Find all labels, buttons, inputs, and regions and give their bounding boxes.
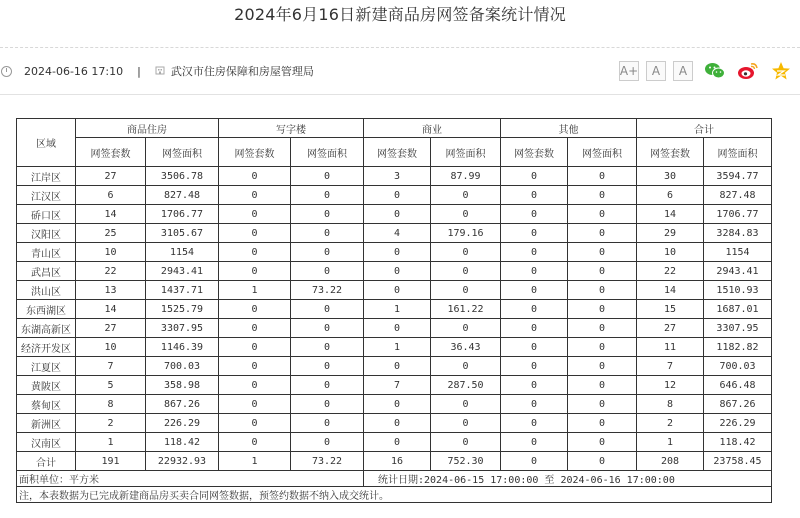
table-cell: 1525.79 — [146, 300, 219, 319]
table-cell: 0 — [568, 319, 637, 338]
table-cell: 0 — [501, 205, 568, 224]
table-cell: 646.48 — [704, 376, 772, 395]
table-cell: 1 — [364, 338, 431, 357]
district-name-cell: 东西湖区 — [17, 300, 76, 319]
district-name-cell: 江汉区 — [17, 186, 76, 205]
qzone-icon[interactable] — [770, 60, 792, 82]
table-cell: 0 — [219, 167, 291, 186]
table-cell: 0 — [501, 357, 568, 376]
table-cell: 0 — [219, 243, 291, 262]
table-cell: 179.16 — [431, 224, 501, 243]
district-name-cell: 武昌区 — [17, 262, 76, 281]
group-header-other: 其他 — [501, 119, 637, 138]
table-row — [17, 243, 772, 262]
table-cell: 0 — [501, 433, 568, 452]
footnote: 注，本表数据为已完成新建商品房买卖合同网签数据，预签约数据不纳入成交统计。 — [17, 487, 772, 503]
district-name-cell: 合计 — [17, 452, 76, 471]
font-increase-label: A+ — [619, 64, 639, 78]
table-cell: 0 — [568, 300, 637, 319]
table-cell: 15 — [637, 300, 704, 319]
table-cell: 1 — [219, 281, 291, 300]
subheader-cell: 网签套数 — [501, 138, 568, 167]
subheader-cell: 网签面积 — [704, 138, 772, 167]
table-cell: 0 — [219, 224, 291, 243]
subheader-cell: 网签套数 — [219, 138, 291, 167]
table-cell: 3307.95 — [704, 319, 772, 338]
article-meta-bar — [0, 47, 800, 95]
table-cell: 0 — [291, 262, 364, 281]
table-cell: 208 — [637, 452, 704, 471]
table-cell: 0 — [501, 243, 568, 262]
font-decrease-button[interactable] — [673, 61, 693, 81]
table-cell: 2943.41 — [704, 262, 772, 281]
table-cell: 118.42 — [704, 433, 772, 452]
font-decrease-label: A — [678, 64, 688, 78]
table-cell: 0 — [364, 243, 431, 262]
table-cell: 7 — [364, 376, 431, 395]
table-cell: 8 — [76, 395, 146, 414]
table-cell: 0 — [219, 414, 291, 433]
source-label[interactable]: 武汉市住房保障和房屋管理局 — [170, 65, 314, 78]
table-cell: 0 — [291, 300, 364, 319]
district-name-cell: 江夏区 — [17, 357, 76, 376]
table-cell: 0 — [568, 167, 637, 186]
meta-separator: | — [137, 64, 141, 78]
table-cell: 0 — [501, 338, 568, 357]
district-name-cell: 硚口区 — [17, 205, 76, 224]
table-cell: 0 — [291, 433, 364, 452]
table-cell: 1 — [76, 433, 146, 452]
table-row — [17, 224, 772, 243]
table-row — [17, 433, 772, 452]
font-reset-label: A — [651, 64, 661, 78]
table-cell: 87.99 — [431, 167, 501, 186]
table-cell: 0 — [219, 338, 291, 357]
table-cell: 0 — [291, 243, 364, 262]
table-cell: 23758.45 — [704, 452, 772, 471]
table-cell: 0 — [291, 167, 364, 186]
subheader-cell: 网签套数 — [637, 138, 704, 167]
table-cell: 0 — [364, 319, 431, 338]
table-cell: 700.03 — [146, 357, 219, 376]
subheader-cell: 网签面积 — [568, 138, 637, 167]
table-header-row — [17, 119, 772, 138]
publish-datetime: 2024-06-16 17:10 — [24, 64, 124, 78]
table-cell: 358.98 — [146, 376, 219, 395]
table-cell: 3506.78 — [146, 167, 219, 186]
table-cell: 22 — [637, 262, 704, 281]
table-cell: 0 — [501, 224, 568, 243]
group-header-commercial: 商业 — [364, 119, 501, 138]
table-cell: 0 — [501, 281, 568, 300]
table-note-row — [17, 487, 772, 503]
table-row — [17, 357, 772, 376]
table-cell: 0 — [431, 205, 501, 224]
table-row — [17, 338, 772, 357]
district-name-cell: 经济开发区 — [17, 338, 76, 357]
table-cell: 0 — [291, 319, 364, 338]
article-tools — [619, 48, 792, 94]
table-cell: 14 — [637, 205, 704, 224]
table-cell: 0 — [364, 186, 431, 205]
table-cell: 8 — [637, 395, 704, 414]
table-cell: 22932.93 — [146, 452, 219, 471]
table-cell: 0 — [501, 395, 568, 414]
table-cell: 0 — [431, 357, 501, 376]
table-cell: 10 — [637, 243, 704, 262]
table-cell: 0 — [291, 357, 364, 376]
district-name-cell: 洪山区 — [17, 281, 76, 300]
table-cell: 5 — [76, 376, 146, 395]
table-cell: 27 — [637, 319, 704, 338]
table-cell: 0 — [431, 319, 501, 338]
table-cell: 16 — [364, 452, 431, 471]
table-cell: 0 — [568, 414, 637, 433]
table-cell: 0 — [364, 414, 431, 433]
table-cell: 0 — [431, 414, 501, 433]
table-cell: 191 — [76, 452, 146, 471]
table-cell: 752.30 — [431, 452, 501, 471]
table-cell: 27 — [76, 319, 146, 338]
table-cell: 27 — [76, 167, 146, 186]
table-row — [17, 319, 772, 338]
table-subheader-row — [17, 138, 772, 167]
table-cell: 1 — [219, 452, 291, 471]
table-cell: 3594.77 — [704, 167, 772, 186]
table-cell: 0 — [568, 224, 637, 243]
table-row — [17, 414, 772, 433]
wechat-icon[interactable] — [704, 60, 726, 82]
table-cell: 13 — [76, 281, 146, 300]
table-row — [17, 300, 772, 319]
table-cell: 3307.95 — [146, 319, 219, 338]
table-cell: 827.48 — [704, 186, 772, 205]
district-name-cell: 汉南区 — [17, 433, 76, 452]
subheader-cell: 网签面积 — [146, 138, 219, 167]
table-cell: 0 — [501, 414, 568, 433]
table-cell: 30 — [637, 167, 704, 186]
table-cell: 0 — [219, 395, 291, 414]
table-cell: 0 — [501, 376, 568, 395]
table-row — [17, 376, 772, 395]
table-cell: 0 — [291, 224, 364, 243]
table-cell: 827.48 — [146, 186, 219, 205]
table-cell: 14 — [76, 205, 146, 224]
table-cell: 7 — [637, 357, 704, 376]
group-header-residential: 商品住房 — [76, 119, 219, 138]
table-cell: 0 — [364, 281, 431, 300]
table-cell: 1437.71 — [146, 281, 219, 300]
table-cell: 6 — [76, 186, 146, 205]
table-cell: 867.26 — [704, 395, 772, 414]
table-cell: 10 — [76, 243, 146, 262]
building-icon — [155, 65, 165, 78]
district-name-cell: 汉阳区 — [17, 224, 76, 243]
font-increase-button[interactable] — [619, 61, 639, 81]
district-name-cell: 青山区 — [17, 243, 76, 262]
table-cell: 2943.41 — [146, 262, 219, 281]
table-total-row — [17, 452, 772, 471]
table-cell: 0 — [219, 357, 291, 376]
table-cell: 0 — [431, 186, 501, 205]
table-cell: 0 — [219, 319, 291, 338]
table-row — [17, 281, 772, 300]
table-cell: 1706.77 — [146, 205, 219, 224]
table-cell: 22 — [76, 262, 146, 281]
table-cell: 0 — [431, 281, 501, 300]
table-cell: 2 — [637, 414, 704, 433]
table-cell: 0 — [501, 186, 568, 205]
table-cell: 0 — [431, 262, 501, 281]
table-cell: 226.29 — [704, 414, 772, 433]
table-row — [17, 167, 772, 186]
table-cell: 0 — [568, 281, 637, 300]
table-cell: 0 — [568, 395, 637, 414]
table-cell: 4 — [364, 224, 431, 243]
table-cell: 0 — [291, 376, 364, 395]
table-cell: 0 — [219, 433, 291, 452]
table-cell: 14 — [637, 281, 704, 300]
table-cell: 0 — [568, 338, 637, 357]
table-cell: 0 — [501, 300, 568, 319]
table-cell: 1146.39 — [146, 338, 219, 357]
table-cell: 1706.77 — [704, 205, 772, 224]
table-cell: 2 — [76, 414, 146, 433]
table-cell: 0 — [291, 186, 364, 205]
subheader-cell: 网签套数 — [76, 138, 146, 167]
table-cell: 287.50 — [431, 376, 501, 395]
table-cell: 1510.93 — [704, 281, 772, 300]
table-cell: 0 — [364, 262, 431, 281]
table-cell: 0 — [568, 452, 637, 471]
table-cell: 36.43 — [431, 338, 501, 357]
table-cell: 867.26 — [146, 395, 219, 414]
table-footer-row — [17, 471, 772, 487]
table-row — [17, 205, 772, 224]
table-cell: 0 — [364, 395, 431, 414]
table-cell: 1 — [364, 300, 431, 319]
article-meta-info — [0, 48, 314, 94]
table-cell: 12 — [637, 376, 704, 395]
sales-statistics-table — [16, 118, 772, 503]
table-cell: 0 — [431, 395, 501, 414]
table-cell: 0 — [219, 262, 291, 281]
weibo-icon[interactable] — [737, 60, 759, 82]
table-cell: 0 — [219, 205, 291, 224]
table-cell: 0 — [291, 205, 364, 224]
table-cell: 1154 — [704, 243, 772, 262]
table-cell: 118.42 — [146, 433, 219, 452]
table-cell: 1182.82 — [704, 338, 772, 357]
table-cell: 0 — [501, 167, 568, 186]
table-cell: 3284.83 — [704, 224, 772, 243]
table-cell: 0 — [568, 243, 637, 262]
table-cell: 0 — [291, 414, 364, 433]
table-cell: 700.03 — [704, 357, 772, 376]
subheader-cell: 网签面积 — [291, 138, 364, 167]
table-cell: 0 — [364, 357, 431, 376]
table-cell: 0 — [568, 376, 637, 395]
table-cell: 0 — [291, 338, 364, 357]
district-name-cell: 江岸区 — [17, 167, 76, 186]
table-cell: 226.29 — [146, 414, 219, 433]
table-cell: 0 — [291, 395, 364, 414]
unit-note: 面积单位：平方米 — [17, 471, 364, 487]
table-cell: 10 — [76, 338, 146, 357]
subheader-cell: 网签套数 — [364, 138, 431, 167]
table-cell: 29 — [637, 224, 704, 243]
district-name-cell: 黄陂区 — [17, 376, 76, 395]
table-cell: 73.22 — [291, 452, 364, 471]
table-cell: 6 — [637, 186, 704, 205]
table-cell: 3 — [364, 167, 431, 186]
table-cell: 25 — [76, 224, 146, 243]
table-cell: 3105.67 — [146, 224, 219, 243]
table-cell: 0 — [364, 433, 431, 452]
table-cell: 0 — [219, 376, 291, 395]
table-cell: 11 — [637, 338, 704, 357]
district-name-cell: 东湖高新区 — [17, 319, 76, 338]
table-cell: 1154 — [146, 243, 219, 262]
table-cell: 73.22 — [291, 281, 364, 300]
table-cell: 0 — [501, 319, 568, 338]
table-cell: 1687.01 — [704, 300, 772, 319]
table-cell: 7 — [76, 357, 146, 376]
district-name-cell: 新洲区 — [17, 414, 76, 433]
clock-icon — [1, 66, 12, 77]
table-cell: 161.22 — [431, 300, 501, 319]
table-row — [17, 395, 772, 414]
subheader-cell: 网签面积 — [431, 138, 501, 167]
table-cell: 14 — [76, 300, 146, 319]
table-cell: 0 — [568, 357, 637, 376]
table-cell: 0 — [568, 205, 637, 224]
stat-date: 统计日期:2024-06-15 17:00:00 至 2024-06-16 17:00:00 — [364, 471, 772, 487]
table-cell: 0 — [501, 452, 568, 471]
table-cell: 0 — [431, 433, 501, 452]
table-cell: 1 — [637, 433, 704, 452]
table-cell: 0 — [431, 243, 501, 262]
district-header: 区域 — [17, 119, 76, 167]
font-reset-button[interactable] — [646, 61, 666, 81]
table-cell: 0 — [568, 186, 637, 205]
table-cell: 0 — [219, 186, 291, 205]
table-cell: 0 — [568, 262, 637, 281]
table-row — [17, 186, 772, 205]
table-cell: 0 — [364, 205, 431, 224]
group-header-total: 合计 — [637, 119, 772, 138]
table-row — [17, 262, 772, 281]
page-title: 2024年6月16日新建商品房网签备案统计情况 — [234, 5, 566, 24]
table-cell: 0 — [568, 433, 637, 452]
table-cell: 0 — [501, 262, 568, 281]
table-cell: 0 — [219, 300, 291, 319]
district-name-cell: 蔡甸区 — [17, 395, 76, 414]
group-header-office: 写字楼 — [219, 119, 364, 138]
